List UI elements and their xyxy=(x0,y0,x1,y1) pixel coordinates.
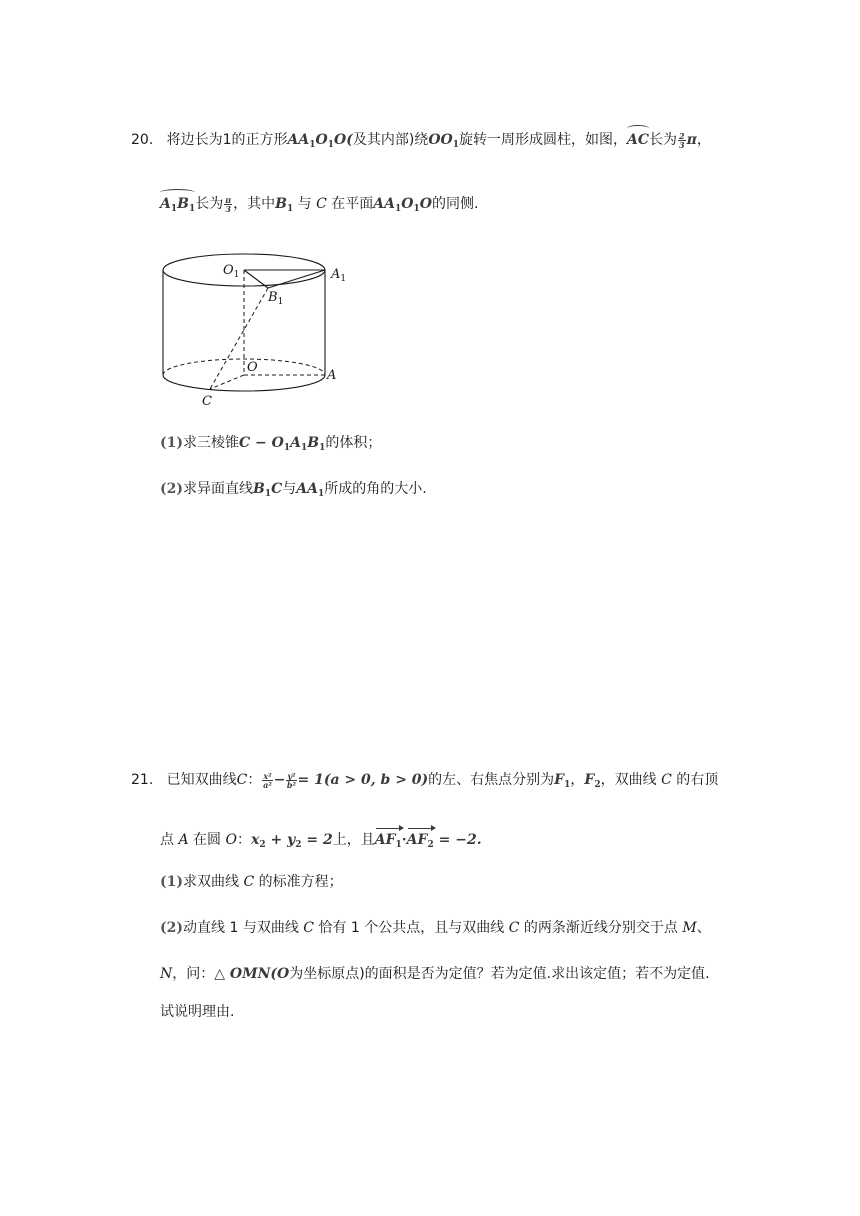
q21-part-1-text: 的标准方程； xyxy=(258,874,343,890)
q20-arc-ac: AC xyxy=(627,129,649,151)
q20-part-1-text: 的体积； xyxy=(325,435,382,451)
q20-line-b1c: $B_1C$ xyxy=(253,481,283,499)
q20-point-b1: $B_1$ xyxy=(275,196,294,214)
q20-text: 在平面 xyxy=(331,196,374,212)
label-a1: $A_1$ xyxy=(331,267,347,284)
q20-arc-a1b1: $A_1B_1$ xyxy=(160,193,195,220)
q20-text: 长为 xyxy=(195,196,224,212)
q21-part-2-text: 个公共点，且与双曲线 xyxy=(364,920,505,936)
q21-text: ： xyxy=(247,772,262,788)
q21-vector-af2: $AF_2$ xyxy=(407,829,434,856)
q21-curve-c: C xyxy=(303,920,314,936)
q20-text: ， xyxy=(696,132,711,148)
q21-focus-f2: $F_2$ xyxy=(584,772,601,790)
q20-text: 及其内部 xyxy=(352,132,409,148)
q21-text: 的左、右焦点分别为 xyxy=(428,772,555,788)
q21-focus-f1: $F_1$ xyxy=(554,772,571,790)
label-o: O xyxy=(247,360,258,375)
q20-text: )绕 xyxy=(408,132,429,148)
q21-curve-c: C xyxy=(661,772,672,788)
q20-part-2-text: 所成的角的大小. xyxy=(324,481,427,497)
q21-triangle-omn: OMN(O xyxy=(225,966,290,982)
q21-point-n: N xyxy=(160,966,173,982)
q21-part-2-text: 恰有 xyxy=(318,920,347,936)
q20-part-1-number: (1) xyxy=(160,435,183,451)
q21-text: ，双曲线 xyxy=(600,772,657,788)
q20-text: 长为 xyxy=(648,132,677,148)
q21-minus: − xyxy=(273,772,286,788)
q21-text: 上，且 xyxy=(332,832,375,848)
q21-part-1-number: (1) xyxy=(160,874,183,890)
q21-circle-equation: $x_2 + y_2 = 2$ xyxy=(250,832,333,850)
q21-curve-c: C xyxy=(243,874,255,890)
q21-part-1 xyxy=(160,871,343,893)
q20-text: 的正方形 xyxy=(231,132,288,148)
q21-text: 已知双曲线 xyxy=(166,772,237,788)
segment-b1-c xyxy=(210,288,268,389)
q21-part-2-text: 与双曲线 xyxy=(242,920,299,936)
q20-part-2-text: 求异面直线 xyxy=(183,481,253,497)
q20-text: 的同侧. xyxy=(431,196,479,212)
q21-hyperbola-condition: = 1(a > 0, b > 0) xyxy=(297,772,429,788)
q20-number: 20. xyxy=(131,132,154,148)
q20-line-2 xyxy=(160,193,478,220)
q21-line-2 xyxy=(160,829,482,856)
q21-part-1-text: 求双曲线 xyxy=(183,874,239,890)
q21-line-5 xyxy=(160,963,710,985)
q20-pi: π xyxy=(686,132,697,148)
q21-part-2-number: (2) xyxy=(160,920,183,936)
q20-text: 将边长为 xyxy=(166,132,223,148)
q21-text: ， xyxy=(570,772,585,788)
q20-fraction-pi-3: $\frac{\pi}{3}$ xyxy=(225,194,232,214)
triangle-icon: △ xyxy=(214,966,226,982)
q20-side-length: 1 xyxy=(222,132,232,148)
q21-text: 的右顶 xyxy=(676,772,719,788)
q21-number: 21. xyxy=(131,772,154,788)
q21-line-1 xyxy=(131,769,718,796)
q21-line-6 xyxy=(160,1001,234,1023)
label-o1: $O_1$ xyxy=(223,263,240,280)
q21-text: 在圆 xyxy=(193,832,222,848)
q21-point-m: M xyxy=(682,920,697,936)
q20-part-1 xyxy=(160,432,381,459)
q20-axis: $OO_1$ xyxy=(428,132,459,150)
q21-part-2-text: 的两条渐近线分别交于点 xyxy=(523,920,678,936)
label-b1: $B_1$ xyxy=(268,290,284,307)
q20-fraction-2-3: $\frac{2}{3}$ xyxy=(678,130,685,150)
q20-part-2-text: 与 xyxy=(282,481,297,497)
q20-part-2 xyxy=(160,478,427,505)
q21-circle-o: O xyxy=(225,832,237,848)
q20-text: 与 xyxy=(297,196,312,212)
q21-curve-c: C xyxy=(236,772,248,788)
bottom-ellipse-front xyxy=(163,375,325,391)
q20-text: 旋转一周形成圆柱，如图， xyxy=(458,132,627,148)
q21-text: ，问： xyxy=(172,966,215,982)
q21-text: ： xyxy=(236,832,251,848)
q21-line-l: 1 xyxy=(229,920,239,936)
q21-dot-product-value: = −2. xyxy=(433,832,482,848)
q20-line-aa1: $AA_1$ xyxy=(296,481,325,499)
q20-point-c: C xyxy=(316,196,327,212)
q21-fraction-x: $\frac{\text{x²}}{\text{a²}}$ xyxy=(263,770,272,790)
q20-part-2-number: (2) xyxy=(160,481,183,497)
q21-text: 点 xyxy=(160,832,174,848)
q21-count: 1 xyxy=(350,920,360,936)
q20-plane: $AA_1O_1O$ xyxy=(373,196,432,214)
segment-o-c xyxy=(210,375,244,389)
q21-curve-c: C xyxy=(508,920,520,936)
q20-square-name: $AA_1O_1O$( xyxy=(287,132,353,150)
q21-vector-af1: $AF_1$ xyxy=(375,829,402,856)
q21-text: 试说明理由. xyxy=(160,1004,235,1020)
q21-point-a: A xyxy=(178,832,189,848)
q21-text: )的面积是否为定值？若为定值.求出该定值；若不为定值. xyxy=(359,966,710,982)
segment-b1-a1 xyxy=(268,270,325,288)
q21-text: 为坐标原点 xyxy=(289,966,360,982)
q21-part-2-text: 、 xyxy=(696,920,711,936)
q20-text: ，其中 xyxy=(233,196,276,212)
q21-part-2-text: 动直线 xyxy=(183,920,225,936)
label-c: C xyxy=(202,394,212,409)
label-a: A xyxy=(327,368,337,383)
q20-line-1 xyxy=(131,129,711,156)
q21-dot: · xyxy=(401,832,407,848)
q20-pyramid: $C - O_1A_1B_1$ xyxy=(239,435,326,453)
q21-fraction-y: $\frac{\text{y²}}{\text{b²}}$ xyxy=(286,770,296,790)
cylinder-figure xyxy=(155,252,375,412)
q20-part-1-text: 求三棱锥 xyxy=(183,435,239,451)
q21-part-2 xyxy=(160,917,711,939)
